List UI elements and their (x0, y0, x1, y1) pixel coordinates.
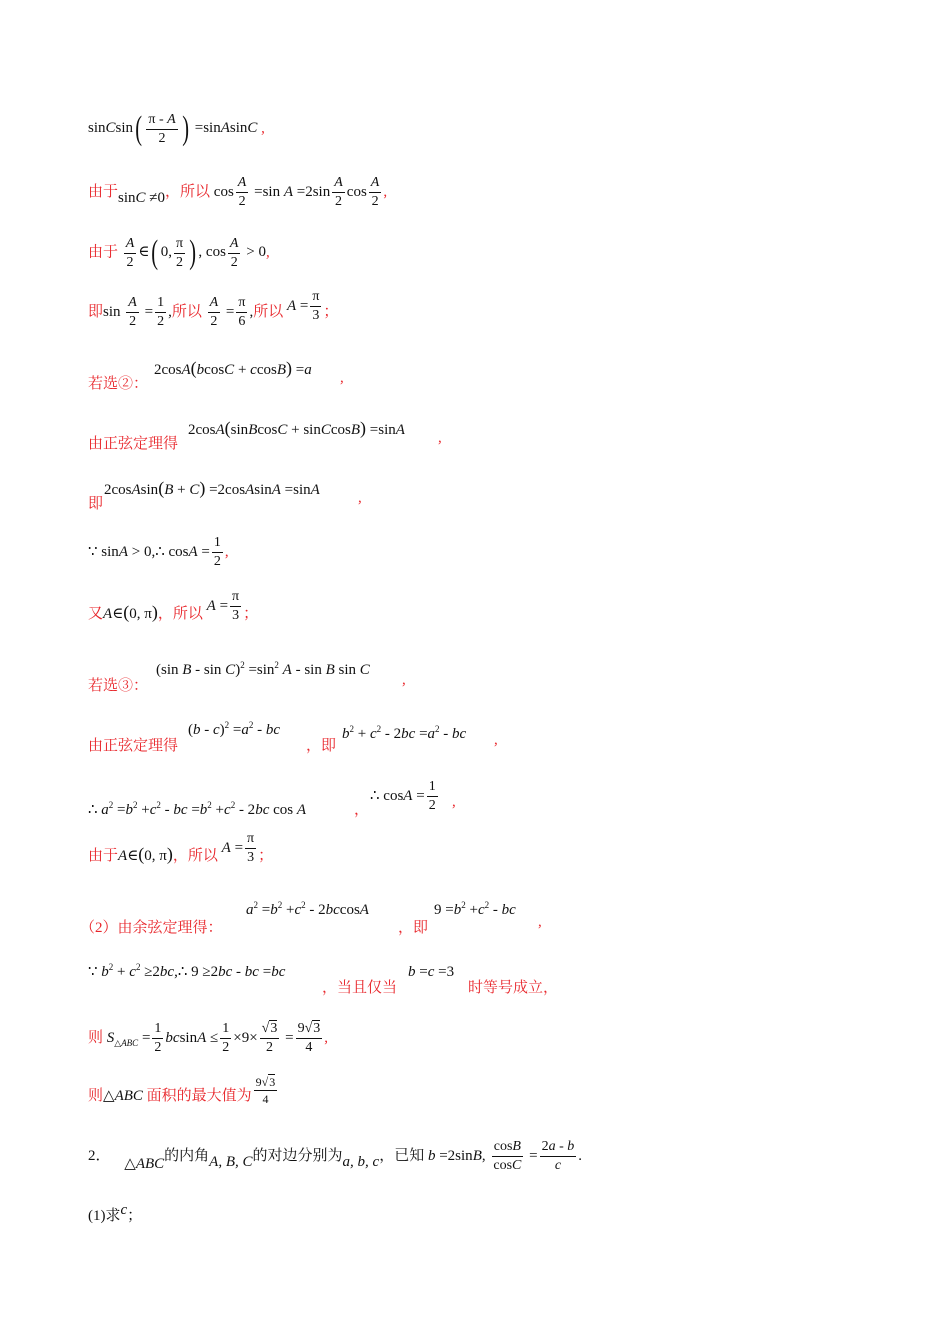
punctuation: , (383, 183, 388, 200)
text-prefix: 又 (88, 605, 104, 622)
math-expression: ∵ sinA > 0,∴ cosA = $\frac{1}{2}$ (88, 535, 221, 569)
math-expression-1: $a^2 =b^2 +c^2 - 2bccosA$ (246, 900, 369, 918)
text-connector: ，所以 (157, 605, 203, 622)
math-expression: 2cosA(sinBcosC + sinCcosB) =sinA (188, 418, 405, 438)
text-tail: 时等号成立， (468, 980, 559, 996)
punctuation: , (358, 490, 362, 506)
punctuation: ； (127, 1208, 143, 1224)
punctuation: . (578, 1147, 583, 1164)
math-expression-1: $(b - c)^2 =a^2$ - bc (188, 720, 281, 738)
math-expression: A = $\frac{\pi}{3}$ (221, 831, 255, 865)
text-body: 的对边分别为 (252, 1147, 343, 1164)
math-expression-3: A = $\frac{\pi}{3}$ (286, 289, 320, 323)
text-prefix: 由于 (88, 847, 119, 864)
solution-line-16 (88, 1022, 328, 1055)
math-expression-2: $\frac{A}{2}$ = $\frac{\pi}{6}$ , (209, 295, 254, 329)
math-angles: A, B, C (209, 1153, 253, 1170)
math-expression: A = $\frac{\pi}{3}$ (206, 589, 240, 623)
text-prefix: 即 (88, 303, 104, 320)
math-expression: sinCsin( $\frac{\pi - A}{2}$ ) =sinAsinC (88, 110, 258, 147)
punctuation: , (324, 1029, 329, 1046)
math-expression-1: ∵ $b^2 + c^2$ ≥2bc,∴ 9 ≥2bc - bc =bc (88, 962, 286, 980)
math-condition: sinC ≠0 (118, 189, 166, 206)
math-expression: $S_{\triangle ABC}$ = $\frac{1}{2}$ bcsinA ≤ $\frac{1}{2}$ ×9× $\frac{√3}{2}$ = $\frac{9√3}{4}$ (106, 1021, 321, 1055)
text-prefix: 由于 (88, 244, 119, 261)
text-prefix: 由于 (88, 183, 119, 200)
punctuation: ； (243, 605, 259, 622)
text-connector: ， (354, 802, 370, 818)
theorem-label: 由正弦定理得 (88, 436, 179, 452)
math-condition: A∈(0, π) (118, 843, 173, 864)
text-connector: ，所以 (165, 183, 211, 200)
math-expression: 2cosAsin(B + C) =2cosAsinA =sinA (104, 478, 320, 498)
text-connector: ，即 (398, 920, 429, 936)
math-expression: 2cosA(bcosC + ccosB) =a (154, 358, 312, 378)
solution-line-4 (88, 289, 339, 329)
text-body: 的内角 (164, 1147, 210, 1164)
solution-line-8 (88, 536, 229, 569)
punctuation: , (452, 794, 456, 810)
math-expression-2: ∴ cosA = $\frac{1}{2}$ (370, 779, 436, 813)
punctuation: , (438, 430, 442, 446)
math-expression: $\frac{9√3}{4}$ (255, 1075, 276, 1106)
text-connector: ，所以 (172, 847, 218, 864)
math-expression-2: $b^2 + c^2 - 2bc =a^2$ - bc (342, 724, 467, 742)
solution-line-17 (88, 1075, 279, 1111)
punctuation: , (265, 244, 270, 261)
solution-line-3 (88, 236, 270, 270)
math-expression-1: sin $\frac{A}{2}$ = $\frac{1}{2}$ , (103, 295, 172, 329)
math-expression: (sin $B - \sin C)^2 =\sin^2$ A - sin B sin C (156, 660, 370, 678)
case-label: 若选②： (88, 376, 149, 392)
math-expression: b =2sinB, $\frac{\cos B}{\cos C}$ = $\frac{2a - b}{c}$ (427, 1139, 575, 1173)
math-expression: cos $\frac{A}{2}$ =sin A =2sin $\frac{A}{2}$ cos $\frac{A}{2}$ (213, 175, 380, 209)
solution-line-2 (88, 176, 387, 209)
punctuation: , (261, 120, 265, 137)
problem-2-part-1 (88, 1204, 142, 1225)
punctuation: , (340, 370, 344, 386)
theorem-label: 由正弦定理得 (88, 738, 179, 754)
punctuation: , (538, 914, 542, 930)
text-connector: 所以 (253, 303, 284, 320)
text-prefix: 即 (88, 496, 104, 512)
math-expression: $\frac{A}{2}$ ∈( 0, $\frac{\pi}{2}$ ) , cos $\frac{A}{2}$ > 0 (125, 234, 266, 271)
text-body: ，已知 (379, 1147, 425, 1164)
punctuation: ； (323, 303, 339, 320)
part-label: （2）由余弦定理得： (80, 920, 223, 936)
solution-line-9 (88, 589, 259, 631)
punctuation: , (494, 732, 498, 748)
problem-2-statement (88, 1140, 582, 1173)
part-label: (1)求 (88, 1208, 121, 1224)
punctuation: , (224, 543, 229, 560)
solution-line-13 (88, 831, 274, 873)
text-connector: ，当且仅当 (322, 980, 398, 996)
text-connector: ，即 (306, 738, 337, 754)
text-prefix: 则 (88, 1029, 104, 1046)
variable: c (120, 1202, 128, 1218)
text-connector: 所以 (171, 303, 202, 320)
math-sides: a, b, c (342, 1153, 380, 1170)
text-body: 面积的最大值为 (146, 1087, 252, 1104)
triangle-label: △ABC (124, 1155, 165, 1172)
solution-line-1 (88, 112, 265, 146)
math-expression-2: b =c =3 (408, 964, 455, 980)
triangle-label: △ABC (103, 1087, 143, 1104)
punctuation: , (402, 672, 406, 688)
math-expression-2: $9 =b^2 +c^2$ - bc (434, 900, 516, 918)
text-prefix: 则 (88, 1087, 104, 1104)
case-label: 若选③： (88, 678, 149, 694)
problem-number: 2． (88, 1147, 111, 1164)
punctuation: ； (258, 847, 274, 864)
math-expression-1: ∴ $a^2 =b^2 +c^2$ - bc $=b^2 +c^2 - 2bc$ cos A (88, 800, 307, 818)
math-condition: A∈(0, π) (103, 601, 158, 622)
